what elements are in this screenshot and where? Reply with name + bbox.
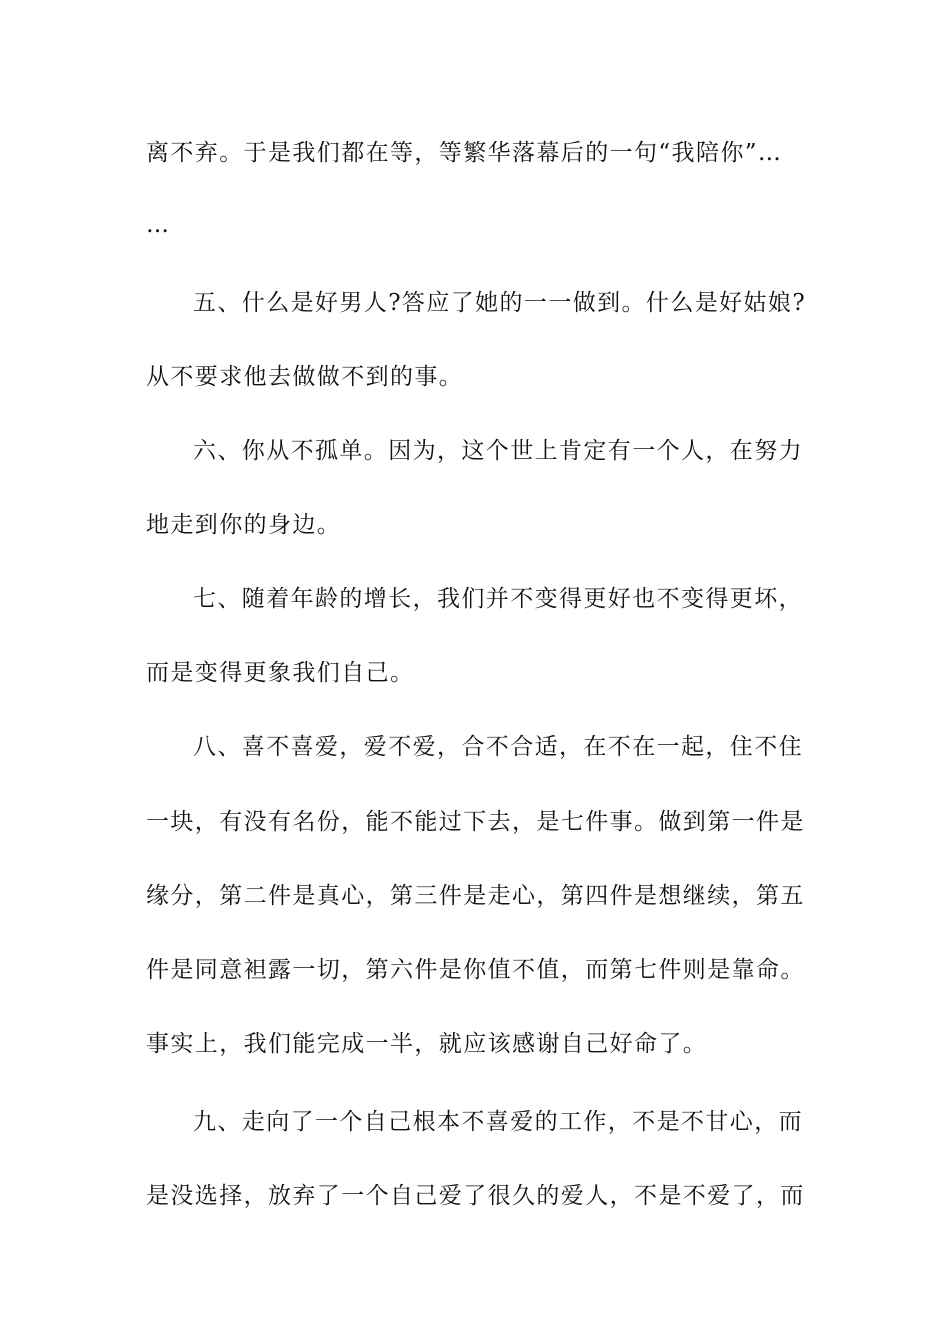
text-line: 缘分，第二件是真心，第三件是走心，第四件是想继续，第五 <box>146 883 805 909</box>
text-line: … <box>146 212 171 238</box>
text-line: 从不要求他去做做不到的事。 <box>146 364 464 390</box>
paragraph-start-line: 七、随着年龄的增长，我们并不变得更好也不变得更坏， <box>193 586 803 612</box>
text-line: 件是同意袒露一切，第六件是你值不值，而第七件则是靠命。 <box>146 957 805 983</box>
paragraph-start-line: 九、走向了一个自己根本不喜爱的工作，不是不甘心，而 <box>193 1109 803 1135</box>
text-line: 事实上，我们能完成一半，就应该感谢自己好命了。 <box>146 1031 708 1057</box>
text-line: 离不弃。于是我们都在等，等繁华落幕后的一句“我陪你”… <box>146 140 783 166</box>
text-line: 而是变得更象我们自己。 <box>146 660 415 686</box>
paragraph-start-line: 六、你从不孤单。因为，这个世上肯定有一个人，在努力 <box>193 438 803 464</box>
text-line: 一块，有没有名份，能不能过下去，是七件事。做到第一件是 <box>146 809 805 835</box>
text-line: 地走到你的身边。 <box>146 512 342 538</box>
text-line: 是没选择，放弃了一个自己爱了很久的爱人，不是不爱了，而 <box>146 1183 805 1209</box>
paragraph-start-line: 五、什么是好男人?答应了她的一一做到。什么是好姑娘? <box>193 290 807 316</box>
paragraph-start-line: 八、喜不喜爱，爱不爱，合不合适，在不在一起，住不住 <box>193 734 803 760</box>
